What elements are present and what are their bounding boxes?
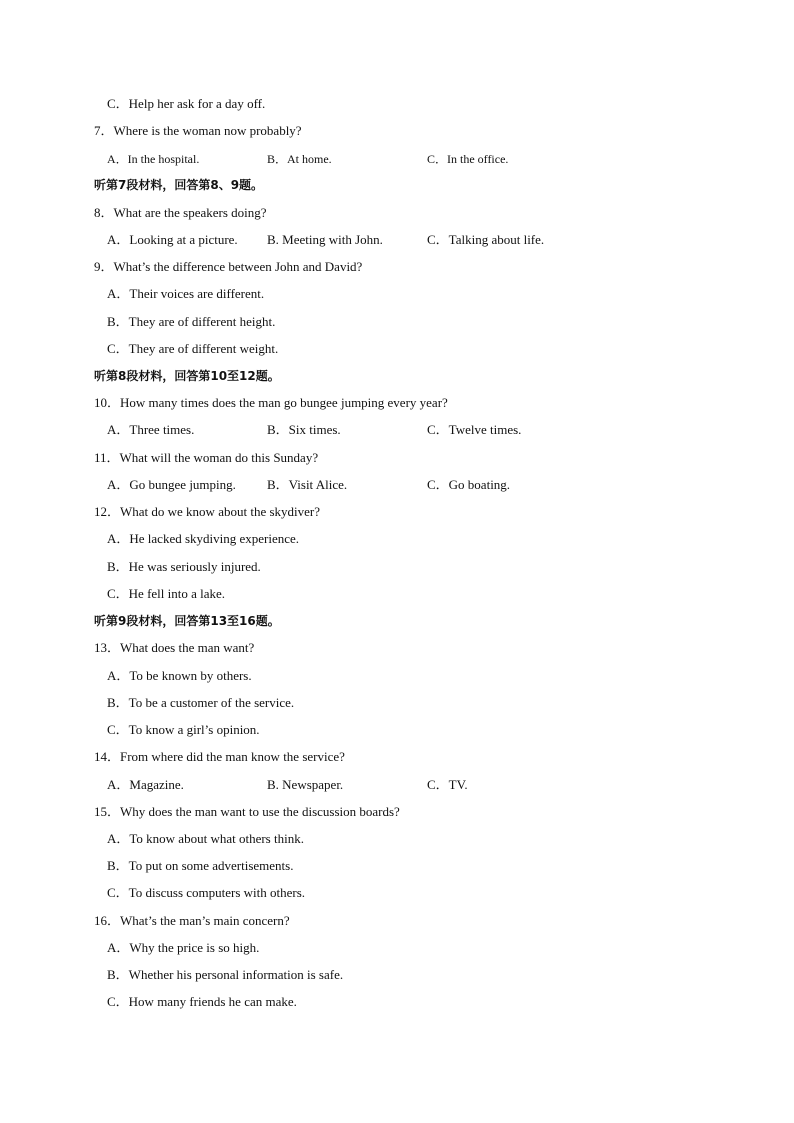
question-11-option-c: C．Go boating. (427, 477, 511, 492)
question-6-option-c: C．Help her ask for a day off. (107, 96, 266, 111)
question-13-option-b: B．To be a customer of the service. (107, 695, 295, 710)
question-8: 8．What are the speakers doing? (94, 205, 267, 220)
question-13: 13．What does the man want? (94, 640, 255, 655)
question-16-option-a: A．Why the price is so high. (107, 940, 260, 955)
question-7-option-b: B．At home. (267, 152, 332, 166)
question-14-option-b: B. Newspaper. (267, 777, 344, 792)
question-16-option-c: C．How many friends he can make. (107, 994, 297, 1009)
question-14: 14．From where did the man know the service? (94, 749, 345, 764)
question-12-option-c: C．He fell into a lake. (107, 586, 226, 601)
question-9-option-a: A．Their voices are different. (107, 286, 265, 301)
question-10-option-b: B．Six times. (267, 422, 341, 437)
question-12: 12．What do we know about the skydiver? (94, 504, 321, 519)
question-13-option-c: C．To know a girl’s opinion. (107, 722, 260, 737)
question-10-option-a: A．Three times. (107, 422, 195, 437)
question-15: 15．Why does the man want to use the discussion boards? (94, 804, 400, 819)
question-8-option-b: B. Meeting with John. (267, 232, 383, 247)
question-8-option-c: C．Talking about life. (427, 232, 545, 247)
question-10: 10．How many times does the man go bungee jumping every year? (94, 395, 448, 410)
question-13-option-a: A．To be known by others. (107, 668, 252, 683)
question-8-option-a: A．Looking at a picture. (107, 232, 238, 247)
question-16-option-b: B．Whether his personal information is safe. (107, 967, 344, 982)
question-15-option-c: C．To discuss computers with others. (107, 885, 306, 900)
question-7-option-c: C．In the office. (427, 152, 509, 166)
section-7-heading: 听第7段材料，回答第8、9题。 (94, 178, 264, 192)
question-12-option-b: B．He was seriously injured. (107, 559, 261, 574)
question-15-option-b: B．To put on some advertisements. (107, 858, 294, 873)
question-14-option-c: C．TV. (427, 777, 468, 792)
question-16: 16．What’s the man’s main concern? (94, 913, 290, 928)
question-11-option-b: B．Visit Alice. (267, 477, 348, 492)
question-15-option-a: A．To know about what others think. (107, 831, 304, 846)
question-14-option-a: A．Magazine. (107, 777, 184, 792)
question-11-option-a: A．Go bungee jumping. (107, 477, 236, 492)
question-9-option-b: B．They are of different height. (107, 314, 276, 329)
section-9-heading: 听第9段材料，回答第13至16题。 (94, 614, 280, 628)
question-7-option-a: A．In the hospital. (107, 152, 200, 166)
question-7: 7．Where is the woman now probably? (94, 123, 302, 138)
question-9: 9．What’s the difference between John and David? (94, 259, 363, 274)
question-11: 11．What will the woman do this Sunday? (94, 450, 319, 465)
question-12-option-a: A．He lacked skydiving experience. (107, 531, 300, 546)
section-8-heading: 听第8段材料，回答第10至12题。 (94, 369, 280, 383)
question-9-option-c: C．They are of different weight. (107, 341, 279, 356)
question-10-option-c: C．Twelve times. (427, 422, 522, 437)
